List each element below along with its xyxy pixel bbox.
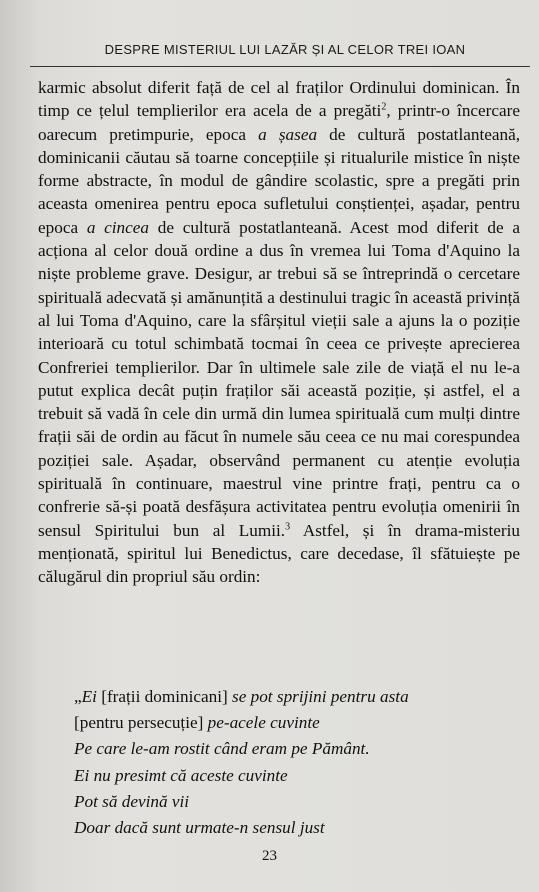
verse-line-1-bracket: [frații dominicani] <box>96 687 232 706</box>
text-segment-5: Astfel, și în drama-misteriu menționată, spiritul lui Benedictus, care decedase, îl sfătuiește pe călugărul din propriul său ordin: <box>38 520 520 587</box>
verse-line-1 <box>74 684 514 710</box>
verse-line-1-start: Ei <box>81 687 97 706</box>
verse-line-2-bracket: [pentru persecuție] <box>74 713 208 733</box>
verse-quote <box>74 684 514 841</box>
emphasis-a-cincea: a cincea <box>86 217 149 237</box>
verse-line-2-end: pe-acele cuvinte <box>207 713 320 733</box>
header-rule <box>30 66 530 67</box>
main-paragraph <box>38 76 520 589</box>
verse-line-4: Ei nu presimt că aceste cuvinte <box>74 765 288 785</box>
open-quote: „ <box>74 687 82 706</box>
footnote-ref-2: 2 <box>381 101 387 113</box>
verse-line-6: Doar dacă sunt urmate-n sensul just <box>74 818 325 838</box>
paragraph-text <box>38 76 520 589</box>
text-segment-4: de cultură postatlanteană. Acest mod diferit de a acționa al celor două ordine a dus în vremea lui Toma d'Aquino la niște probleme grave. Desigur, ar trebui să se întreprindă o cercetare spirituală adecvată și amănunțită a destinului tragic în această privință al lui Toma d'Aquino, care la sfârșitul vieții sale a ajuns la o poziție interioară cu totul schimbată tocmai în ceea ce privește aprecierea Confreriei templierilor. Dar în ultimele sale zile de viață el nu le-a putut explica decât puțin fraților săi această poziție, și astfel, el a trebuit să vadă în cele din urmă din lumea spirituală cum mulți dintre frații săi de ordin au făcut în numele său ceea ce nu mai corespundea poziției sale. Așadar, observând permanent cu atenție evoluția spirituală în continuare, maestrul vine printre frați, pentru ca o confrerie să-și poată desfășura activitatea pentru evoluția omenirii în sensul Spiritului bun al Lumii. <box>38 217 520 540</box>
verse-line-5: Pot să devină vii <box>74 791 190 811</box>
running-header: DESPRE MISTERIUL LUI LAZĂR ȘI AL CELOR TREI IOAN <box>104 42 466 57</box>
verse-line-3: Pe care le-am rostit când eram pe Pământ. <box>74 739 370 759</box>
verse-line-1-end: se pot sprijini pentru asta <box>232 687 409 706</box>
emphasis-a-sasea: a șasea <box>258 124 318 144</box>
footnote-ref-3: 3 <box>285 520 291 532</box>
page-number: 23 <box>262 848 277 864</box>
verse-line-2 <box>74 710 514 736</box>
text-segment-2: , printr-o încercare oarecum pretimpurie, epoca <box>38 101 520 144</box>
text-segment-1: karmic absolut diferit față de cel al fraților Ordinului dominican. În timp ce țelul templierilor era acela de a pregăti <box>38 78 520 121</box>
text-segment-3: de cultură postatlanteană, dominicanii căutau să toarne concepțiile și ritualurile mistice în niște forme abstracte, în modul de gândire scolastic, spre a pregăti prin aceasta omenirea pentru epoca sufletului conștienței, așadar, pentru epoca <box>38 124 520 237</box>
